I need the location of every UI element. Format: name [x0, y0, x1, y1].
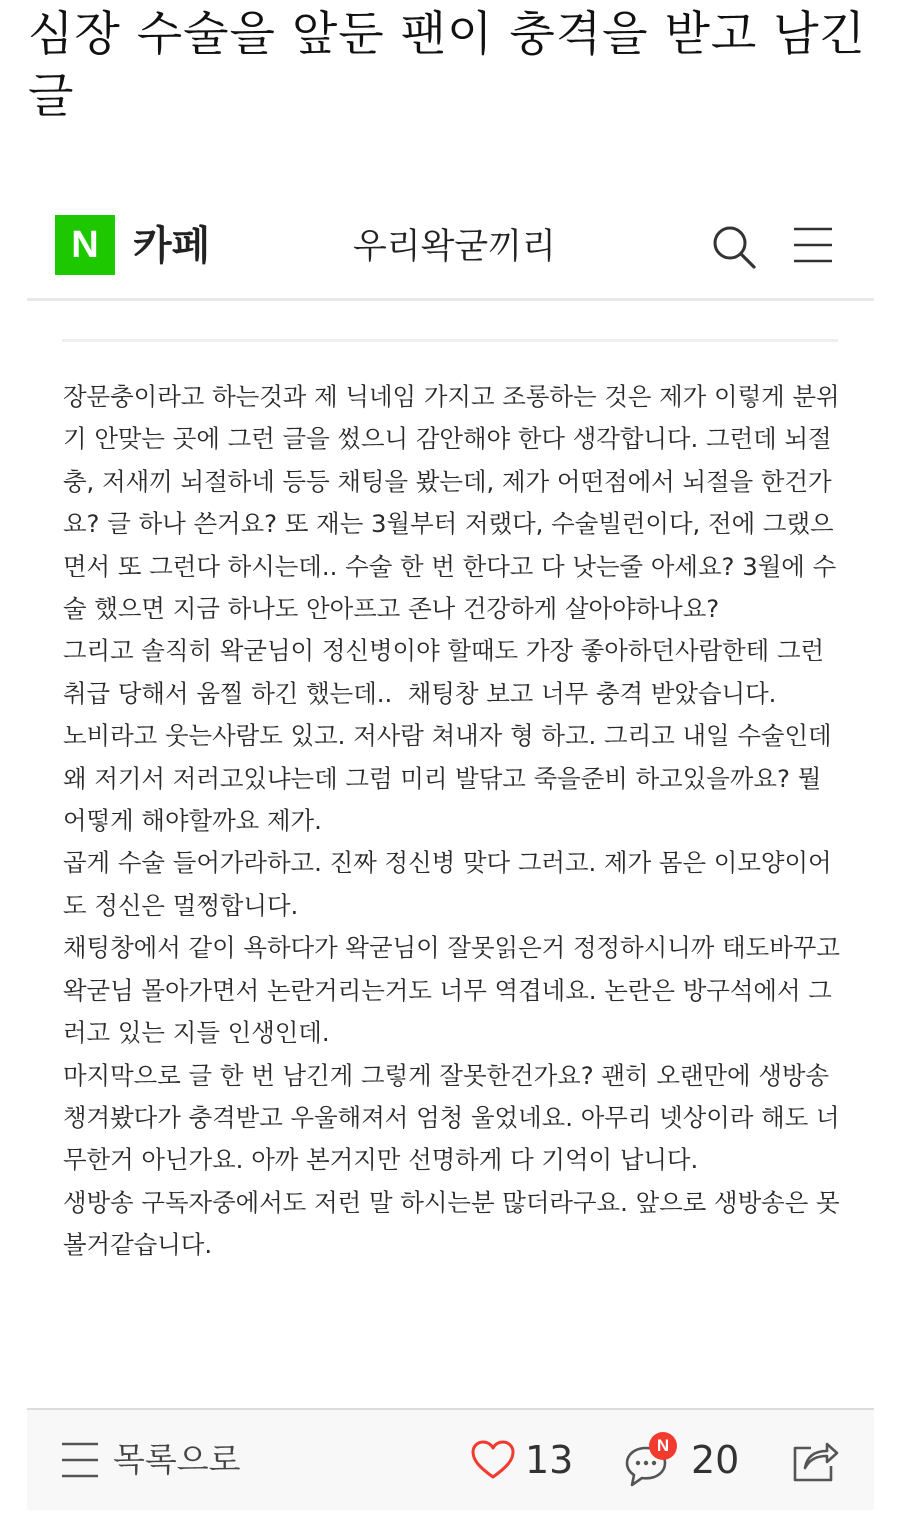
menu-icon	[793, 226, 833, 264]
content-divider	[62, 339, 838, 342]
cafe-name[interactable]: 우리왁굳끼리	[353, 227, 556, 267]
post-body	[63, 376, 848, 1267]
cafe-header	[27, 190, 874, 301]
post-paragraph: 생방송 구독자중에서도 저런 말 하시는분 많더라구요. 앞으로 생방송은 못볼거같습니다.	[63, 1187, 840, 1260]
post-paragraph: 채팅창에서 같이 욕하다가 왁굳님이 잘못읽은거 정정하시니까 태도바꾸고 왁굳님 몰아가면서 논란거리는거도 너무 역겹네요. 논란은 방구석에서 그러고 있는 지들 인생인데.	[63, 933, 848, 1048]
post-paragraph: 그리고 솔직히 왁굳님이 정신병이야 할때도 가장 좋아하던사람한테 그런 취급 당해서 움찔 하긴 했는데.. 채팅창 보고 너무 충격 받았습니다.	[63, 636, 832, 708]
post-paragraph: 노비라고 웃는사람도 있고. 저사람 쳐내자 형 하고. 그리고 내일 수술인데 왜 저기서 저러고있냐는데 그럼 미리 발닦고 죽을준비 하고있을까요? 뭘 어떻게 해야할까요 제가.	[63, 721, 840, 836]
page-title: 심장 수술을 앞둔 팬이 충격을 받고 남긴 글	[28, 7, 867, 124]
new-comment-badge: N	[649, 1432, 677, 1460]
comment-button[interactable]	[623, 1428, 743, 1488]
list-button-label: 목록으로	[113, 1440, 241, 1479]
cafe-label[interactable]: 카페	[133, 223, 211, 269]
post-paragraph: 장문충이라고 하는것과 제 닉네임 가지고 조롱하는 것은 제가 이렇게 분위기 안맞는 곳에 그런 글을 썼으니 감안해야 한다 생각합니다. 그런데 뇌절충, 저새끼 뇌절하네 등등 채팅을 봤는데, 제가 어떤점에서 뇌절을 한건가요? 글 하나 쓴거요? 또 재는 3월부터 저랬다, 수술빌런이다, 전에 그랬으면서 또 그런다 하시는데.. 수술 한 번 한다고 다 낫는줄 아세요? 3월에 수술 했으면 지금 하나도 안아프고 존나 건강하게 살아야하나요?	[63, 382, 840, 624]
like-button[interactable]	[471, 1436, 581, 1484]
menu-button[interactable]	[793, 226, 833, 264]
naver-logo[interactable]: N	[55, 215, 115, 275]
list-icon	[61, 1441, 99, 1479]
bottom-action-bar	[27, 1408, 874, 1510]
post-paragraph: 곱게 수술 들어가라하고. 진짜 정신병 맞다 그러고. 제가 몸은 이모양이어도 정신은 멀쩡합니다.	[63, 848, 832, 920]
like-count: 13	[525, 1438, 574, 1482]
share-icon	[791, 1436, 839, 1484]
heart-icon	[471, 1440, 515, 1480]
cafe-screenshot	[27, 190, 874, 1508]
post-paragraph: 마지막으로 글 한 번 남긴게 그렇게 잘못한건가요? 괜히 오랜만에 생방송 챙겨봤다가 충격받고 우울해져서 엄청 울었네요. 아무리 넷상이라 해도 너무한거 아닌가요. 아까 본거지만 선명하게 다 기억이 납니다.	[63, 1060, 840, 1175]
share-button[interactable]	[791, 1436, 839, 1484]
comment-count: 20	[691, 1438, 740, 1482]
search-button[interactable]	[711, 224, 757, 270]
search-icon	[711, 224, 757, 270]
